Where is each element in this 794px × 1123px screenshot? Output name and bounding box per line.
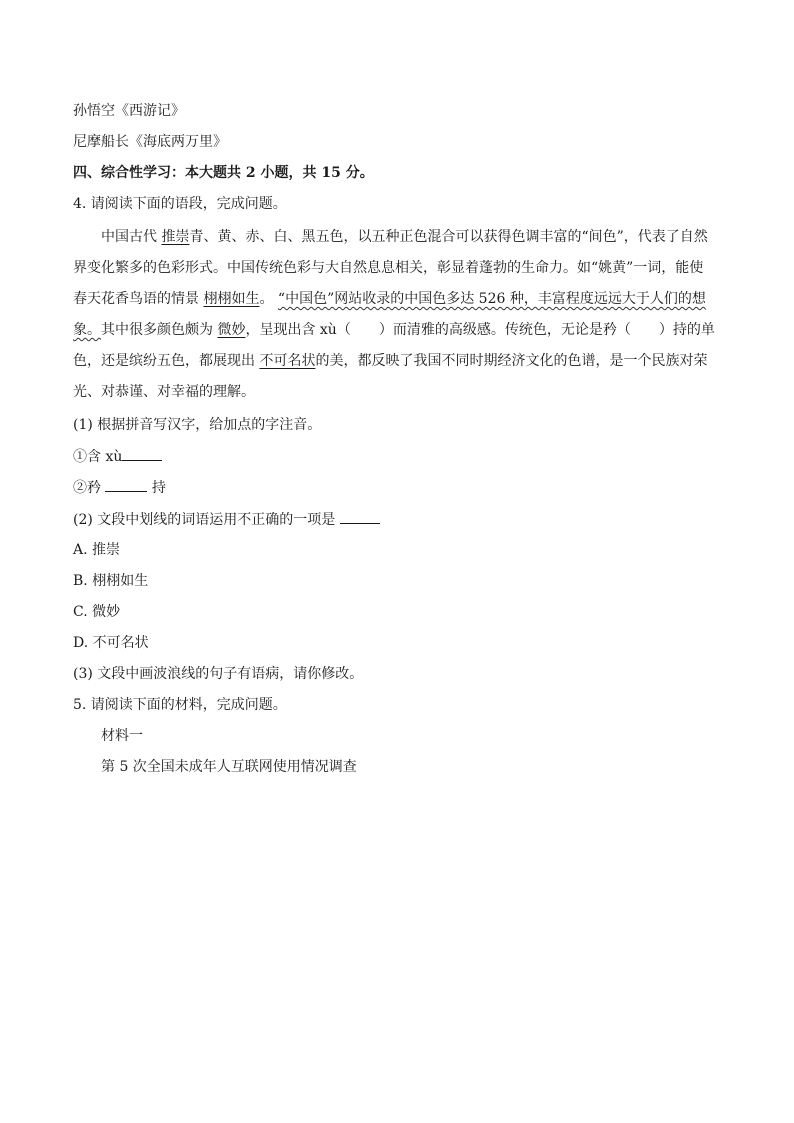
wavy-sentence-part-1: “中国色”网站收录的中国色多达 526 种，丰富程度远远大于人们的想: [277, 291, 706, 307]
question-4-1: (1) 根据拼音写汉字，给加点的字注音。: [73, 417, 322, 433]
answer-blank[interactable]: [105, 477, 147, 492]
question-5-stem: 5. 请阅读下面的材料，完成问题。: [73, 697, 287, 713]
option-a: A. 推崇: [73, 542, 121, 558]
wavy-sentence-part-2: 象。: [73, 322, 101, 338]
option-b: B. 栩栩如生: [73, 573, 149, 589]
answer-blank[interactable]: [340, 509, 380, 524]
passage-line-3: 春天花香鸟语的情景 栩栩如生。 “中国色”网站收录的中国色多达 526 种，丰富程度远远大于人们的想: [73, 291, 706, 307]
passage-line-6: 光、对恭谨、对幸福的理解。: [73, 384, 255, 400]
question-4-1-item-a: ①含 xù: [73, 446, 162, 467]
underlined-word-bukemingzhuang: 不可名状: [259, 353, 316, 369]
question-4-3: (3) 文段中画波浪线的句子有语病，请你修改。: [73, 666, 364, 682]
answer-blank[interactable]: [122, 446, 162, 461]
answer-line-sunwukong: 孙悟空《西游记》: [73, 103, 185, 119]
passage-line-4: 象。其中很多颜色颇为 微妙，呈现出含 xù（ ）而清雅的高级感。传统色，无论是矜（ ）持的单: [73, 322, 715, 338]
question-4-2: (2) 文段中划线的词语运用不正确的一项是: [73, 509, 380, 530]
option-c: C. 微妙: [73, 604, 121, 620]
passage-line-5: 色，还是缤纷五色，都展现出 不可名状的美，都反映了我国不同时期经济文化的色谱，是一个民族对荣: [73, 353, 708, 369]
question-4-1-item-b: ②矜 持: [73, 477, 166, 498]
section-4-heading: 四、综合性学习：本大题共 2 小题，共 15 分。: [73, 165, 374, 181]
reading-passage: [73, 227, 723, 413]
question-4-stem: 4. 请阅读下面的语段，完成问题。: [73, 196, 287, 212]
passage-line-1: 中国古代 推崇青、黄、赤、白、黑五色，以五种正色混合可以获得色调丰富的“间色”，代表了自然: [101, 229, 708, 245]
passage-line-2: 界变化繁多的色彩形式。中国传统色彩与大自然息息相关，彰显着蓬勃的生命力。如“姚黄”一词，能使: [73, 260, 704, 276]
option-d: D. 不可名状: [73, 635, 149, 651]
survey-title: 第 5 次全国未成年人互联网使用情况调查: [101, 759, 357, 775]
material-1-label: 材料一: [101, 728, 143, 744]
underlined-word-tuichong: 推崇: [161, 229, 190, 245]
answer-line-nemo: 尼摩船长《海底两万里》: [73, 134, 227, 150]
underlined-word-xuxurusheng: 栩栩如生: [203, 291, 260, 307]
underlined-word-weimiao: 微妙: [217, 322, 246, 338]
